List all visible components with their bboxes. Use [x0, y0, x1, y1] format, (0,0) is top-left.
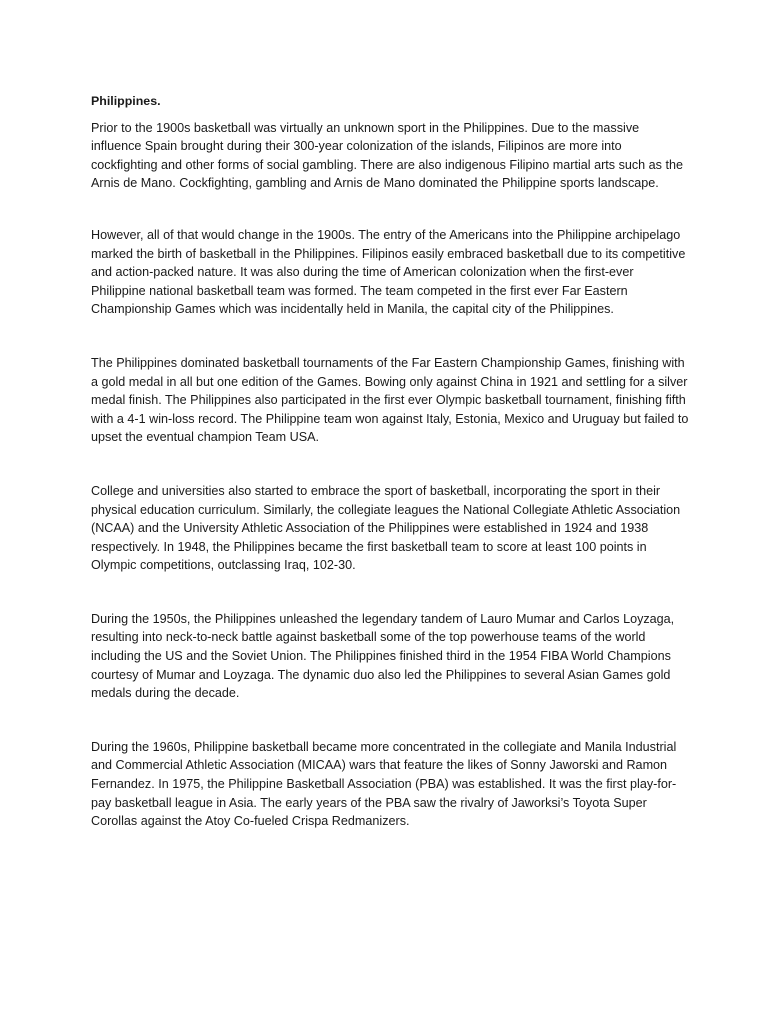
paragraph-1960s-pba: During the 1960s, Philippine basketball became more concentrated in the collegiate and Manila Industrial and Commercial Athletic Association (MICAA) wars that feature the likes of Sonny Jaworski and Ramon Fernandez. In 1975, the Philippine Basketball Association (PBA) was established. It was the first play-for-pay basketball league in Asia. The early years of the PBA saw the rivalry of Jaworksi’s Toyota Super Corollas against the Atoy Co-fueled Crispa Redmanizers. — [91, 739, 677, 829]
paragraph-1950s: During the 1950s, the Philippines unleashed the legendary tandem of Lauro Mumar and Carlos Loyzaga, resulting into neck-to-neck battle against basketball some of the top powerhouse teams of the world including the US and the Soviet Union. The Philippines finished third in the 1954 FIBA World Champions courtesy of Mumar and Loyzaga. The dynamic duo also led the Philippines to several Asian Games gold medals during the decade. — [91, 611, 675, 701]
paragraph-far-eastern-games: The Philippines dominated basketball tournaments of the Far Eastern Championship Games, finishing with a gold medal in all but one edition of the Games. Bowing only against China in 1921 and settling for a silver medal finish. The Philippines also participated in the first ever Olympic basketball tournament, finishing fifth with a 4-1 win-loss record. The Philippine team won against Italy, Estonia, Mexico and Uruguay but failed to upset the eventual champion Team USA. — [91, 355, 689, 445]
paragraph-american-era: However, all of that would change in the 1900s. The entry of the Americans into the Philippine archipelago marked the birth of basketball in the Philippines. Filipinos easily embraced basketball due to its competitive and action-packed nature. It was also during the time of American colonization when the first-ever Philippine national basketball team was formed. The team competed in the first ever Far Eastern Championship Games which was incidentally held in Manila, the capital city of the Philippines. — [91, 227, 686, 317]
paragraph-pre-1900s: Prior to the 1900s basketball was virtually an unknown sport in the Philippines. Due to the massive influence Spain brought during their 300-year colonization of the islands, Filipinos are more into cockfighting and other forms of social gambling. There are also indigenous Filipino martial arts such as the Arnis de Mano. Cockfighting, gambling and Arnis de Mano dominated the Philippine sports landscape. — [91, 120, 683, 191]
document-page — [91, 92, 691, 831]
document-heading: Philippines. — [91, 94, 161, 108]
paragraph-collegiate-leagues: College and universities also started to embrace the sport of basketball, incorporating the sport in their physical education curriculum. Similarly, the collegiate leagues the National Collegiate Athletic Association (NCAA) and the University Athletic Association of the Philippines were established in 1924 and 1938 respectively. In 1948, the Philippines became the first basketball team to score at least 100 points in Olympic competitions, outclassing Iraq, 102-30. — [91, 483, 681, 573]
